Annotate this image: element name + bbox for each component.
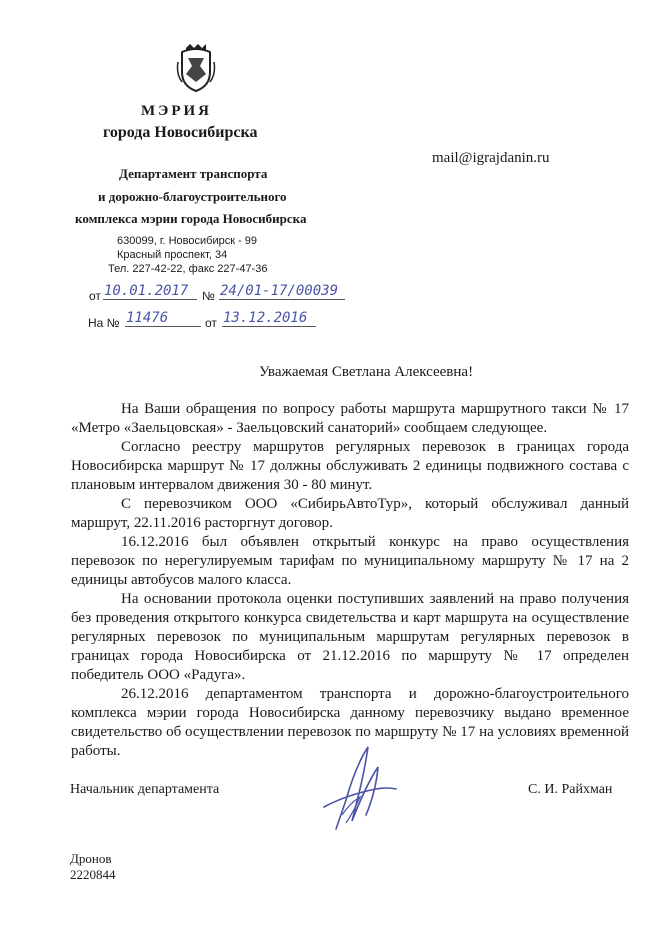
reply-date: 13.12.2016 — [222, 311, 316, 327]
department-line-3: комплекса мэрии города Новосибирска — [75, 211, 307, 226]
paragraph: На основании протокола оценки поступивших заявлений на право получения без проведения открытого конкурса свидетельства и карт маршрута на осуществление регулярных перевозок по муниципальным маршрутам регулярных перевозок в границах города Новосибирска от 21.12.2016 по маршруту № 17 определен победитель ООО «Радуга». — [71, 591, 629, 683]
number-label: № — [202, 289, 215, 303]
paragraph: 16.12.2016 был объявлен открытый конкурс на право осуществления перевозок по нерегулируемым тарифам по муниципальному маршруту № 17 на 2 единицы автобусов малого класса. — [71, 534, 629, 588]
outgoing-date: 10.01.2017 — [103, 284, 197, 300]
executor-info — [70, 851, 116, 883]
paragraph: 26.12.2016 департаментом транспорта и дорожно-благоустроительного комплекса мэрии города Новосибирска данному перевозчику выдано временное свидетельство об осуществлении перевозок по маршруту № 17 на условиях временной работы. — [71, 686, 629, 759]
reply-label: На № — [88, 316, 120, 330]
signatory-title: Начальник департамента — [70, 782, 220, 797]
org-title: МЭРИЯ — [141, 103, 212, 119]
signatory-name: С. И. Райхман — [528, 782, 613, 797]
department-line-1: Департамент транспорта — [119, 166, 268, 181]
reply-number: 11476 — [125, 311, 201, 327]
coat-of-arms-icon — [176, 44, 216, 92]
paragraph: Согласно реестру маршрутов регулярных перевозок в границах города Новосибирска маршрут № 17 должны обслуживать 2 единицы подвижного состава с плановым интервалом движения 30 - 80 минут. — [71, 439, 629, 493]
handwritten-signature — [316, 745, 398, 830]
address-line-2: Красный проспект, 34 — [117, 249, 228, 261]
letter-body — [71, 400, 629, 761]
paragraph: С перевозчиком ООО «СибирьАвтоТур», который обслуживал данный маршрут, 22.11.2016 расторгнут договор. — [71, 496, 629, 531]
outgoing-number: 24/01-17/00039 — [219, 284, 345, 300]
executor-phone: 2220844 — [70, 867, 116, 882]
greeting: Уважаемая Светлана Алексеевна! — [259, 364, 474, 380]
from-label: от — [89, 289, 101, 303]
address-line-3: Тел. 227-42-22, факс 227-47-36 — [108, 263, 268, 275]
executor-name: Дронов — [70, 851, 112, 866]
reply-from-label: от — [205, 316, 217, 330]
address-line-1: 630099, г. Новосибирск - 99 — [117, 235, 258, 247]
org-city: города Новосибирска — [103, 124, 258, 141]
recipient-email: mail@igrajdanin.ru — [432, 150, 550, 166]
department-line-2: и дорожно-благоустроительного — [98, 189, 287, 204]
paragraph: На Ваши обращения по вопросу работы маршрута маршрутного такси № 17 «Метро «Заельцовская» - Заельцовский санаторий» сообщаем следующее. — [71, 401, 629, 436]
